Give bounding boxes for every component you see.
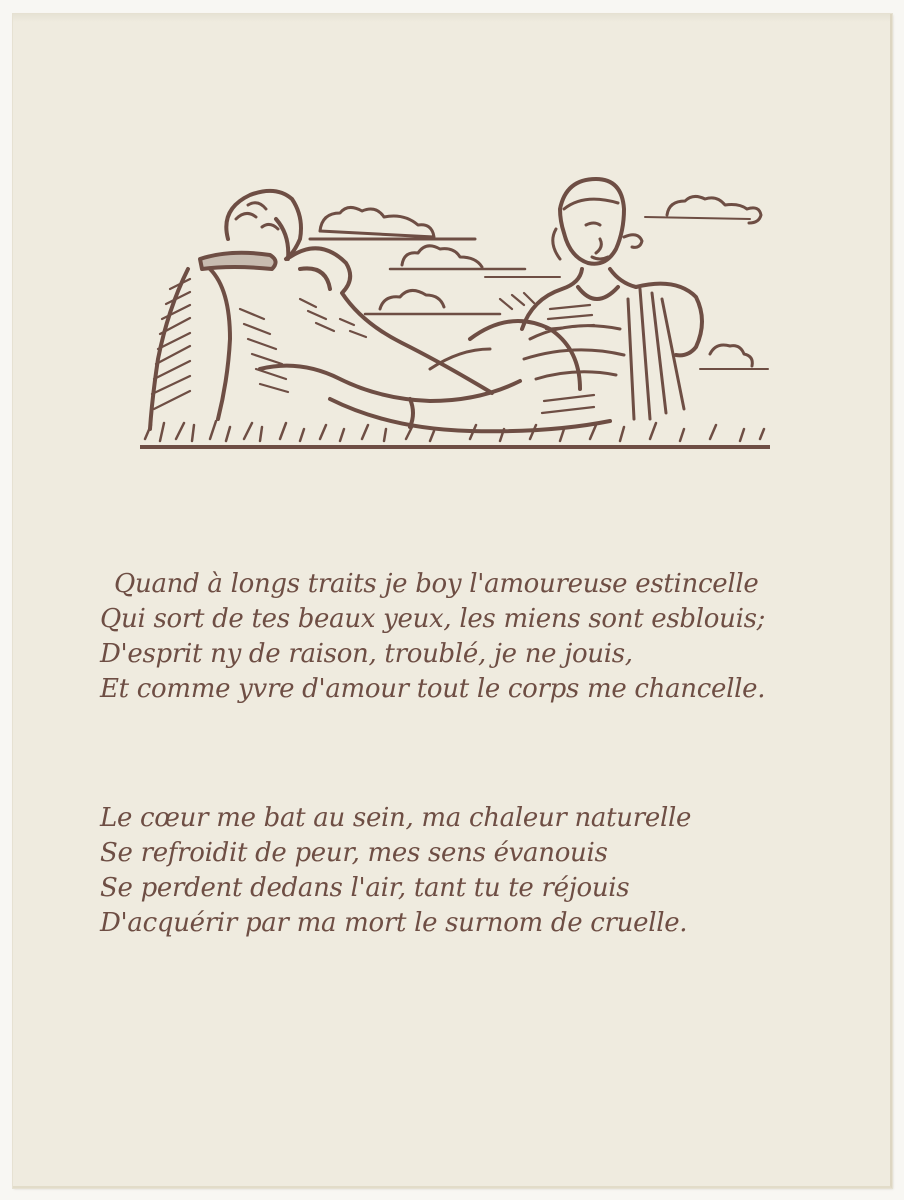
poem-line: Et comme yvre d'amour tout le corps me chancelle. [100,674,766,704]
poem-stanza-2 [100,801,820,941]
poem-line: D'esprit ny de raison, troublé, je ne jouis, [100,639,633,669]
page-edge [13,14,890,22]
poem-line: Le cœur me bat au sein, ma chaleur naturelle [100,803,692,833]
poem-line: Se perdent dedans l'air, tant tu te réjouis [100,873,630,903]
poem-stanza-1 [100,567,820,707]
woodcut-illustration [140,169,770,454]
poem-line: Se refroidit de peur, mes sens évanouis [100,838,608,868]
book-page [13,14,892,1188]
poem-line: Quand à longs traits je boy l'amoureuse estincelle [114,569,759,599]
poem-line: D'acquérir par ma mort le surnom de cruelle. [100,908,688,938]
woodcut-illustration-icon [140,169,770,454]
poem-line: Qui sort de tes beaux yeux, les miens sont esblouis; [100,604,766,634]
